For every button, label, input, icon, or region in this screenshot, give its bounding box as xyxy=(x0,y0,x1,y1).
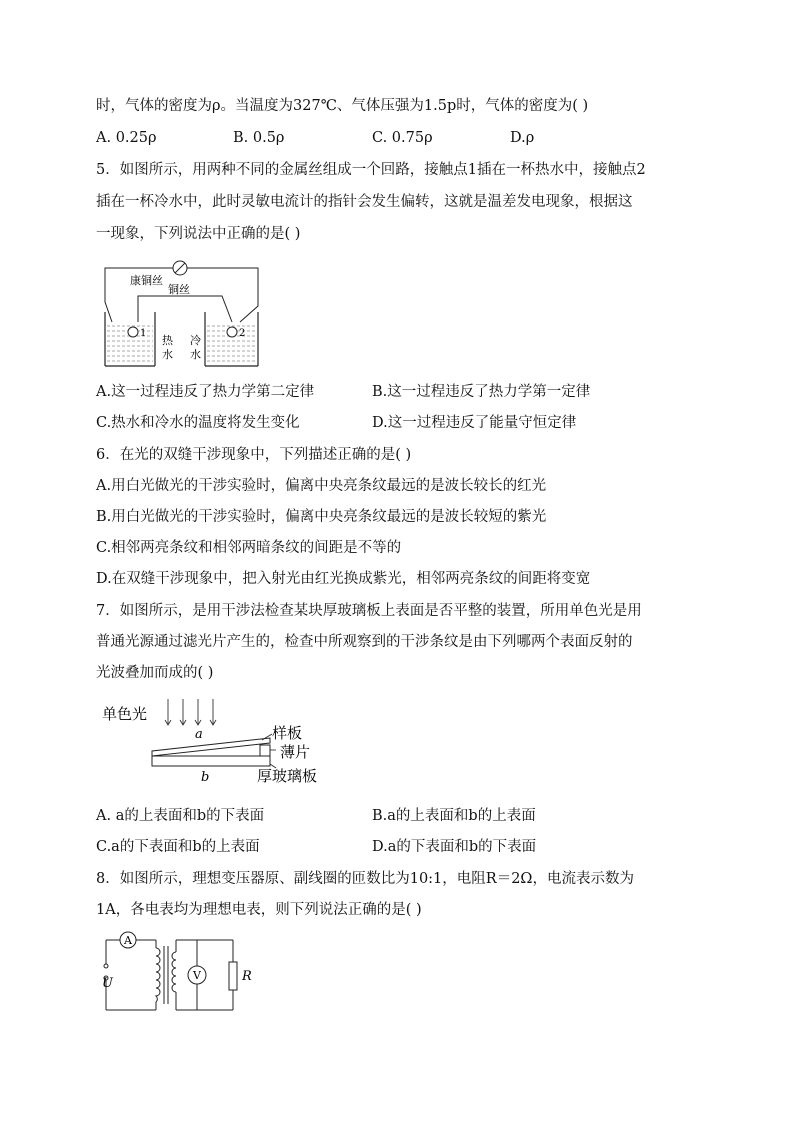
q7-option-b: B.a的上表面和b的上表面 xyxy=(372,808,536,824)
q5-option-c: C.热水和冷水的温度将发生变化 xyxy=(96,415,300,431)
cold-label-2: 水 xyxy=(190,348,201,361)
q6-stem: 6．在光的双缝干涉现象中，下列描述正确的是( ) xyxy=(96,447,412,463)
q5-stem-line-3: 一现象，下列说法中正确的是( ) xyxy=(96,226,301,242)
thin-sheet-label: 薄片 xyxy=(280,743,311,761)
hot-label-2: 水 xyxy=(162,348,173,361)
resistor-label: R xyxy=(242,969,252,984)
q4-option-b: B. 0.5ρ xyxy=(233,130,285,146)
wire-copper-label: 铜丝 xyxy=(168,283,190,296)
ammeter-label: A xyxy=(124,934,132,947)
contact-1-label: 1 xyxy=(140,328,147,339)
monochromatic-light-label: 单色光 xyxy=(102,705,148,723)
sample-plate-label: 样板 xyxy=(272,724,303,742)
q5-option-b: B.这一过程违反了热力学第一定律 xyxy=(372,384,591,400)
q4-option-c: C. 0.75ρ xyxy=(372,130,433,146)
q5-stem-line-1: 5．如图所示，用两种不同的金属丝组成一个回路，接触点1插在一杯热水中，接触点2 xyxy=(96,162,646,178)
thermocouple-figure xyxy=(100,256,270,372)
light-arrows-icon xyxy=(165,699,216,725)
galvanometer-icon xyxy=(173,261,187,275)
q7-option-d: D.a的下表面和b的下表面 xyxy=(372,839,537,855)
q7-stem-line-3: 光波叠加而成的( ) xyxy=(96,665,214,681)
terminal-top-icon xyxy=(104,964,108,968)
q7-option-c: C.a的下表面和b的上表面 xyxy=(96,839,260,855)
source-voltage-label: U xyxy=(102,976,113,991)
q8-stem-line-1: 8．如图所示，理想变压器原、副线圈的匝数比为10:1，电阻R＝2Ω，电流表示数为 xyxy=(96,871,634,887)
q7-stem-line-2: 普通光源通过滤光片产生的，检查中所观察到的干涉条纹是由下列哪两个表面反射的 xyxy=(96,634,633,650)
q8-stem-line-2: 1A，各电表均为理想电表，则下列说法正确的是( ) xyxy=(96,902,422,918)
q5-option-a: A.这一过程违反了热力学第二定律 xyxy=(96,384,315,400)
voltmeter-label: V xyxy=(193,969,201,982)
label-b: b xyxy=(201,770,210,785)
q4-stem-tail: 时，气体的密度为ρ。当温度为327℃、气体压强为1.5p时，气体的密度为( ) xyxy=(96,98,589,114)
q6-option-d: D.在双缝干涉现象中，把入射光由红光换成紫光，相邻两亮条纹的间距将变宽 xyxy=(96,571,591,587)
q6-option-a: A.用白光做光的干涉实验时，偏离中央亮条纹最远的是波长较长的红光 xyxy=(96,478,547,494)
q5-option-d: D.这一过程违反了能量守恒定律 xyxy=(372,415,577,431)
q6-option-c: C.相邻两亮条纹和相邻两暗条纹的间距是不等的 xyxy=(96,540,402,556)
hot-water-beaker xyxy=(105,312,155,366)
q4-option-d: D.ρ xyxy=(510,130,535,146)
transformer-circuit-figure xyxy=(100,928,260,1018)
thick-glass-label: 厚玻璃板 xyxy=(257,767,318,785)
interference-figure xyxy=(100,694,340,790)
resistor-icon xyxy=(229,962,237,990)
q7-stem-line-1: 7．如图所示，是用干涉法检查某块厚玻璃板上表面是否平整的装置，所用单色光是用 xyxy=(96,603,642,619)
contact-2-label: 2 xyxy=(239,328,246,339)
hot-label-1: 热 xyxy=(162,334,173,347)
q5-stem-line-2: 插在一杯冷水中，此时灵敏电流计的指针会发生偏转，这就是温差发电现象，根据这 xyxy=(96,194,633,210)
q4-option-a: A. 0.25ρ xyxy=(96,130,157,146)
label-a: a xyxy=(195,727,203,742)
wire-kangtong-label: 康铜丝 xyxy=(130,274,163,287)
cold-label-1: 冷 xyxy=(190,334,201,347)
q7-option-a: A. a的上表面和b的下表面 xyxy=(96,808,265,824)
q6-option-b: B.用白光做光的干涉实验时，偏离中央亮条纹最远的是波长较短的紫光 xyxy=(96,509,547,525)
